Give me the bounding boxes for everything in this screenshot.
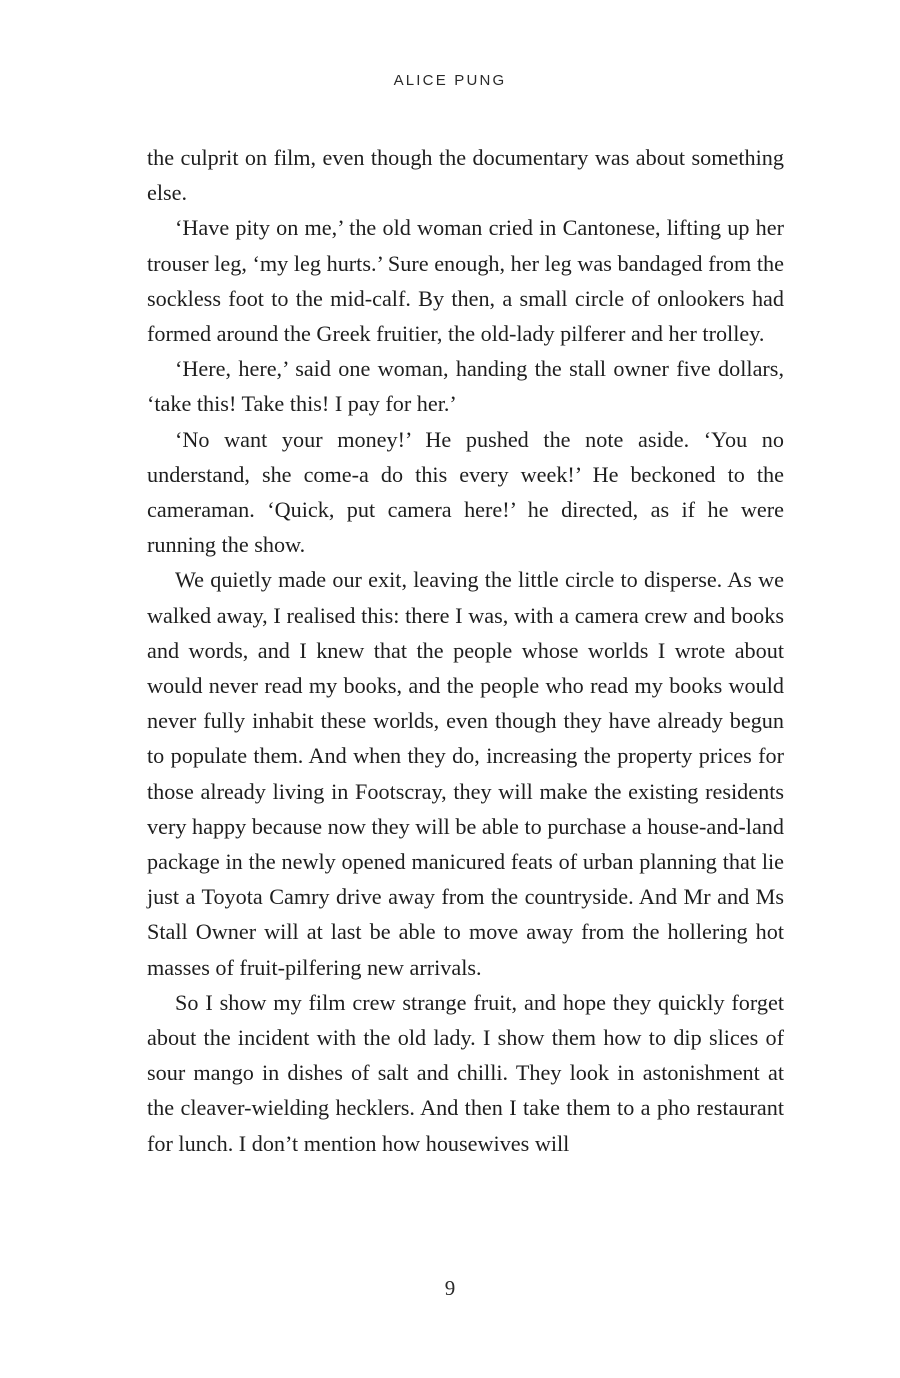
paragraph: So I show my film crew strange fruit, and hope they quickly forget about the incident with the old lady. I show them how to dip slices of sour mango in dishes of salt and chilli. They look in astonishment at the cleaver-wielding hecklers. And then I take them to a pho restaurant for lunch. I don’t mention how housewives will [147, 989, 784, 1156]
body-text [147, 140, 784, 1161]
paragraph: ‘Have pity on me,’ the old woman cried in Cantonese, lifting up her trouser leg, ‘my leg hurts.’ Sure enough, her leg was bandaged from the sockless foot to the mid-calf. By then, a small circle of onlookers had formed around the Greek fruitier, the old-lady pilferer and her trolley. [147, 215, 784, 347]
paragraph-continued: the culprit on film, even though the documentary was about something else. [147, 145, 784, 206]
page-number: 9 [444, 1276, 456, 1300]
paragraph: We quietly made our exit, leaving the little circle to disperse. As we walked away, I realised this: there I was, with a camera crew and books and words, and I knew that the people whose worlds I wrote about would never read my books, and the people who read my books would never fully inhabit these worlds, even though they have already begun to populate them. And when they do, increasing the property prices for those already living in Footscray, they will make the existing residents very happy because now they will be able to purchase a house-and-land package in the newly opened manicured feats of urban planning that lie just a Toyota Camry drive away from the countryside. And Mr and Ms Stall Owner will at last be able to move away from the hollering hot masses of fruit-pilfering new arrivals. [147, 567, 784, 980]
paragraph: ‘No want your money!’ He pushed the note aside. ‘You no understand, she come-a do this every week!’ He beckoned to the cameraman. ‘Quick, put camera here!’ he directed, as if he were running the show. [147, 426, 784, 558]
paragraph: ‘Here, here,’ said one woman, handing the stall owner five dollars, ‘take this! Take this! I pay for her.’ [147, 356, 784, 417]
running-head-author: ALICE PUNG [393, 72, 507, 89]
